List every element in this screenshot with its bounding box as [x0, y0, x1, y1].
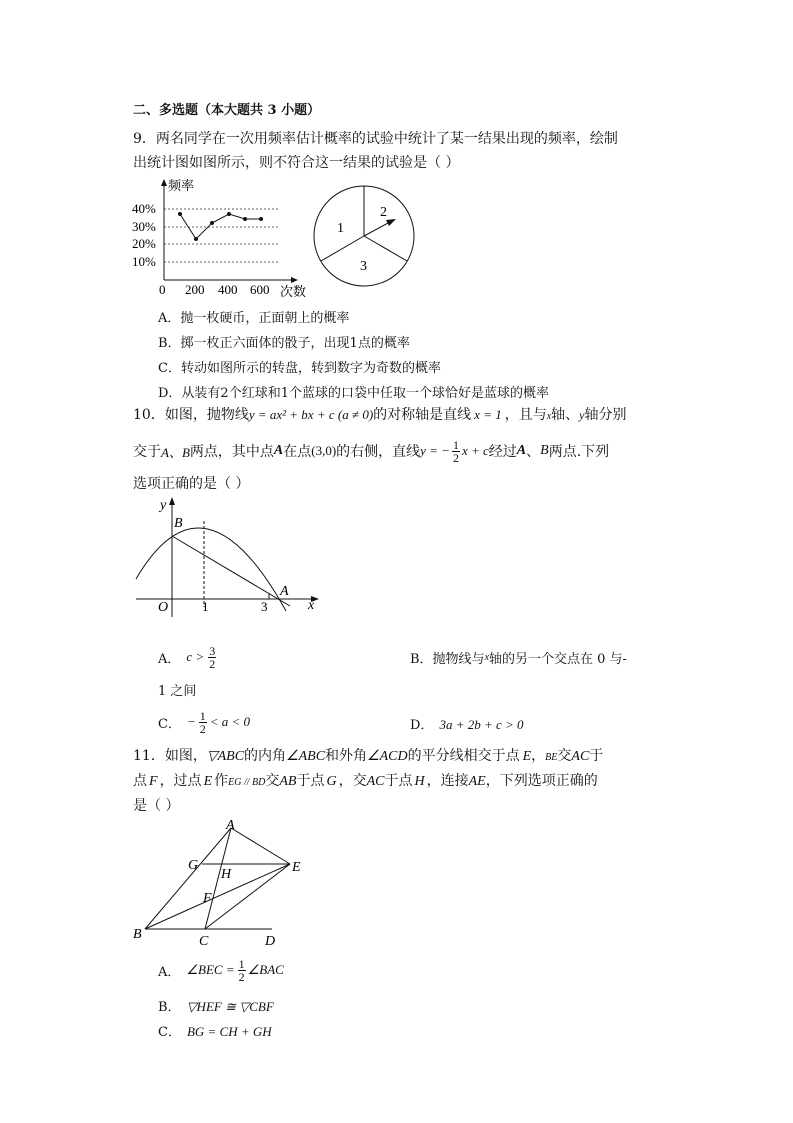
spinner-pointer	[364, 222, 390, 236]
data-point	[194, 237, 198, 241]
data-point	[259, 217, 263, 221]
q9-option-a: A．抛一枚硬币，正面朝上的概率	[158, 311, 350, 326]
q10-parabola-graph	[128, 493, 328, 621]
graph-label-x: x	[308, 598, 315, 613]
segment-ae	[231, 828, 290, 864]
q10-option-c: C． − $\frac{1}{2}$ < a < 0	[158, 708, 251, 736]
fraction-three-halves: $\frac{3}{2}$	[209, 643, 216, 671]
section-title: 二、多选题（本大题共 3 小题）	[133, 103, 321, 118]
chart-xlabel: 次数	[280, 284, 307, 299]
spinner-label-3: 3	[360, 259, 367, 274]
ytick-10: 10%	[132, 254, 156, 269]
spinner-label-2: 2	[380, 205, 387, 220]
fraction-one-half: $\frac{1}{2}$	[238, 956, 245, 984]
fig-label-A: A	[226, 818, 235, 833]
fig-label-D: D	[265, 934, 276, 949]
fig-label-C: C	[199, 934, 209, 949]
q10-option-a: A． c > $\frac{3}{2}$	[158, 643, 216, 671]
q9-stem-line1: 9．两名同学在一次用频率估计概率的试验中统计了某一结果出现的频率，绘制	[133, 131, 618, 147]
spinner-label-1: 1	[337, 221, 344, 236]
q9-option-c: C．转动如图所示的转盘，转到数字为奇数的概率	[158, 361, 441, 376]
data-point	[178, 212, 182, 216]
xtick-0: 0	[159, 282, 166, 297]
q11-stem-line2: 点 F ，过点 E 作EG // BD交AB于点 G ，交AC于点 H ，连接AE，下列选项正确的	[133, 773, 598, 789]
graph-label-O: O	[158, 600, 169, 615]
xtick-200: 200	[185, 282, 205, 297]
q11-option-a: A． ∠BEC = $\frac{1}{2}$ ∠BAC	[158, 956, 284, 984]
data-point	[227, 212, 231, 216]
q9-option-b: B．掷一枚正六面体的骰子，出现1点的概率	[158, 336, 410, 351]
fig-label-B: B	[133, 927, 142, 942]
y-axis-arrow	[161, 179, 167, 186]
fig-label-G: G	[188, 858, 199, 873]
ytick-20: 20%	[132, 236, 156, 251]
graph-label-3: 3	[261, 599, 268, 614]
x-axis-arrow	[291, 277, 298, 283]
fig-label-H: H	[221, 867, 232, 882]
frequency-line	[180, 214, 261, 239]
q9-stem-line2: 出统计图如图所示，则不符合这一结果的试验是（ ）	[133, 155, 460, 171]
q10-stem-line3: 选项正确的是（ ）	[133, 476, 250, 492]
q10-option-b: B．抛物线与$^x$轴的另一个交点在 0 与-	[410, 652, 627, 667]
chart-ylabel: 频率	[168, 178, 195, 193]
q11-stem-line3: 是（ ）	[133, 798, 180, 814]
q10-option-b-cont: 1 之间	[158, 684, 197, 699]
spinner-divider	[364, 236, 407, 261]
spinner-divider	[321, 236, 364, 261]
q9-option-d: D．从装有2个红球和1个蓝球的口袋中任取一个球恰好是蓝球的概率	[158, 386, 549, 401]
data-point	[243, 217, 247, 221]
q9-spinner	[310, 182, 420, 292]
q10-stem-line1: 10．如图，抛物线y = ax² + bx + c (a ≠ 0)的对称轴是直线 x = 1 ，且与x轴、y轴分别	[133, 407, 627, 423]
data-point	[210, 221, 214, 225]
q10-option-d: D． 3a + 2b + c > 0	[410, 717, 524, 733]
fig-label-F: F	[203, 891, 212, 906]
fig-label-E: E	[292, 860, 301, 875]
xtick-600: 600	[250, 282, 270, 297]
ytick-40: 40%	[132, 201, 156, 216]
pointer-arrow-icon	[386, 219, 396, 226]
q11-stem-line1: 11．如图，▽ABC的内角∠ABC和外角∠ACD的平分线相交于点 E，BE交AC于	[133, 748, 604, 764]
xtick-400: 400	[218, 282, 238, 297]
graph-label-A: A	[280, 584, 289, 599]
q11-option-c: C． BG = CH + GH	[158, 1024, 272, 1040]
ytick-30: 30%	[132, 219, 156, 234]
line-ab	[172, 536, 290, 606]
q11-option-b: B． ▽HEF ≅ ▽CBF	[158, 999, 274, 1015]
y-axis-arrow	[169, 497, 175, 505]
q11-triangle-figure	[128, 816, 318, 950]
q9-frequency-chart	[128, 176, 318, 300]
q10-stem-line2: 交于 A、B 两点，其中点 A 在点 (3,0) 的右侧，直线 y = − $\frac{1}{2}$ x + c 经过 A 、 B 两点.下列	[133, 437, 610, 465]
fraction-one-half: $\frac{1}{2}$	[452, 437, 459, 465]
graph-label-B: B	[174, 516, 183, 531]
fraction-one-half: $\frac{1}{2}$	[199, 708, 206, 736]
parabola-equation: y = ax² + bx + c (a ≠ 0)	[248, 407, 374, 422]
graph-label-1: 1	[202, 599, 209, 614]
graph-label-y: y	[160, 498, 167, 513]
